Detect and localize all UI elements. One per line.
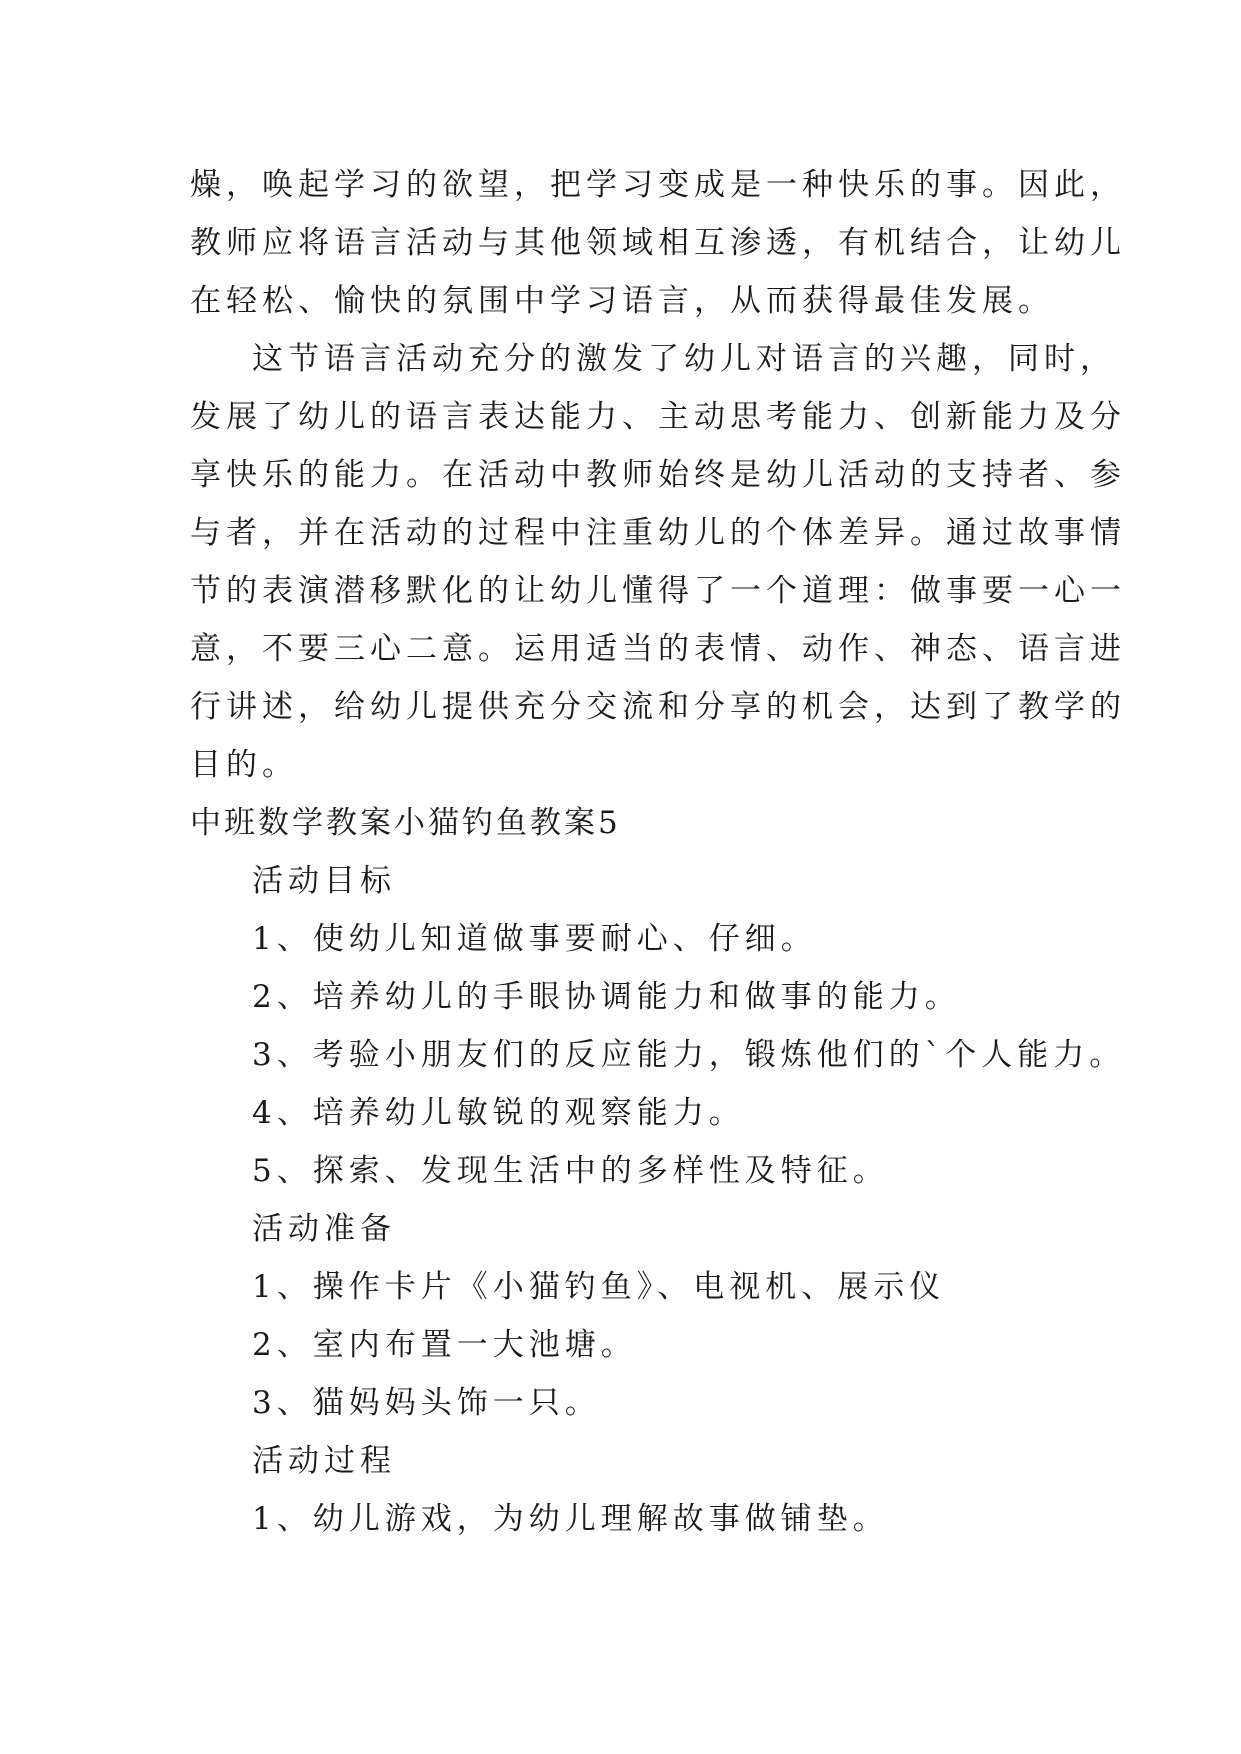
list-item: 1、幼儿游戏，为幼儿理解故事做铺垫。 (252, 1501, 889, 1537)
list-item: 2、培养幼儿的手眼协调能力和做事的能力。 (252, 979, 961, 1015)
paragraph-line: 行讲述，给幼儿提供充分交流和分享的机会，达到了教学的 (190, 689, 1126, 725)
paragraph-line: 享快乐的能力。在活动中教师始终是幼儿活动的支持者、参 (190, 457, 1126, 493)
list-item: 5、探索、发现生活中的多样性及特征。 (252, 1153, 889, 1189)
paragraph-line: 这节语言活动充分的激发了幼儿对语言的兴趣，同时， (252, 341, 1116, 377)
paragraph-line: 意，不要三心二意。运用适当的表情、动作、神态、语言进 (190, 631, 1126, 667)
list-item: 3、猫妈妈头饰一只。 (252, 1385, 601, 1421)
paragraph-line: 在轻松、愉快的氛围中学习语言，从而获得最佳发展。 (190, 283, 1054, 319)
paragraph-line: 教师应将语言活动与其他领域相互渗透，有机结合，让幼儿 (190, 225, 1126, 261)
list-item: 1、操作卡片《小猫钓鱼》、电视机、展示仪 (252, 1269, 946, 1305)
list-item: 2、室内布置一大池塘。 (252, 1327, 637, 1363)
list-item: 4、培养幼儿敏锐的观察能力。 (252, 1095, 745, 1131)
process-heading: 活动过程 (252, 1443, 396, 1479)
preparation-heading: 活动准备 (252, 1211, 396, 1247)
list-item: 3、考验小朋友们的反应能力，锻炼他们的`个人能力。 (252, 1037, 1126, 1073)
paragraph-line: 发展了幼儿的语言表达能力、主动思考能力、创新能力及分 (190, 399, 1126, 435)
section-title: 中班数学教案小猫钓鱼教案5 (190, 805, 621, 841)
list-item: 1、使幼儿知道做事要耐心、仔细。 (252, 921, 817, 957)
paragraph-line: 燥，唤起学习的欲望，把学习变成是一种快乐的事。因此， (190, 167, 1126, 203)
goals-heading: 活动目标 (252, 863, 396, 899)
paragraph-line: 目的。 (190, 747, 298, 783)
paragraph-line: 与者，并在活动的过程中注重幼儿的个体差异。通过故事情 (190, 515, 1126, 551)
paragraph-line: 节的表演潜移默化的让幼儿懂得了一个道理：做事要一心一 (190, 573, 1126, 609)
